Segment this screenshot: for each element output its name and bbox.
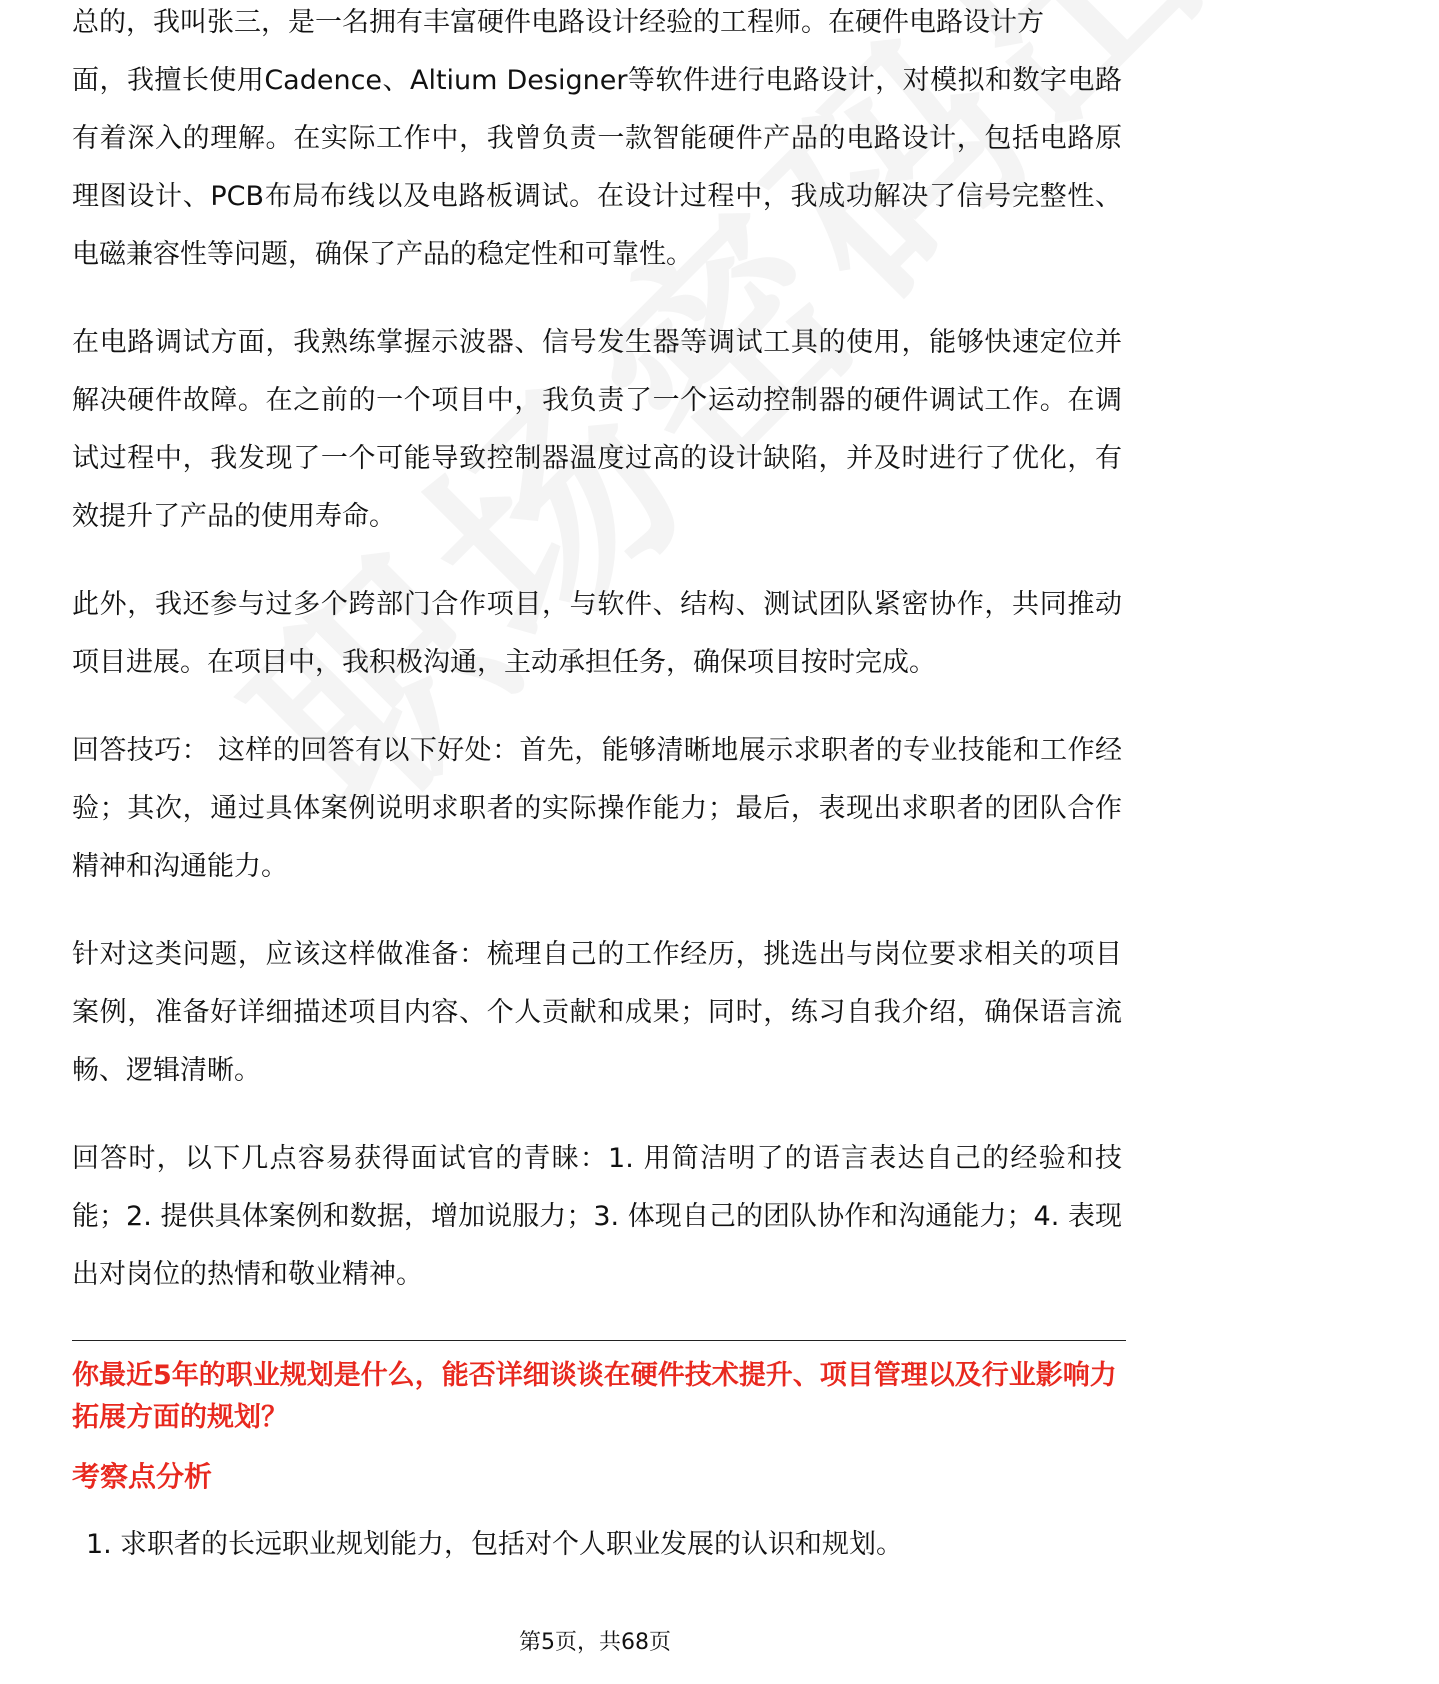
- list-item-text: 求职者的长远职业规划能力，包括对个人职业发展的认识和规划。: [120, 1529, 903, 1560]
- paragraph-4: 回答技巧： 这样的回答有以下好处：首先，能够清晰地展示求职者的专业技能和工作经验；其次，通过具体案例说明求职者的实际操作能力；最后，表现出求职者的团队合作精神和沟通能力。: [72, 735, 1122, 882]
- page-footer: 第5页，共68页: [519, 1630, 671, 1655]
- paragraph-5: 针对这类问题，应该这样做准备：梳理自己的工作经历，挑选出与岗位要求相关的项目案例，准备好详细描述项目内容、个人贡献和成果；同时，练习自我介绍，确保语言流畅、逻辑清晰。: [72, 939, 1122, 1086]
- list-item: [86, 1523, 1122, 1567]
- list-item-number: 1.: [86, 1529, 112, 1560]
- page-content: [72, 7, 1122, 1567]
- analysis-list: [72, 1523, 1122, 1567]
- divider: [72, 1340, 1126, 1341]
- truncated-text: 总的，我叫张三，是一名拥有丰富硬件电路设计经验的工程师。在硬件电路设计方: [72, 7, 1044, 38]
- paragraph-2: 在电路调试方面，我熟练掌握示波器、信号发生器等调试工具的使用，能够快速定位并解决硬件故障。在之前的一个项目中，我负责了一个运动控制器的硬件调试工作。在调试过程中，我发现了一个可能导致控制器温度过高的设计缺陷，并及时进行了优化，有效提升了产品的使用寿命。: [72, 327, 1122, 532]
- paragraph-1: 面，我擅长使用Cadence、Altium Designer等软件进行电路设计，对模拟和数字电路有着深入的理解。在实际工作中，我曾负责一款智能硬件产品的电路设计，包括电路原理图设计、PCB布局布线以及电路板调试。在设计过程中，我成功解决了信号完整性、电磁兼容性等问题，确保了产品的稳定性和可靠性。: [72, 65, 1122, 270]
- truncated-top-line: [72, 7, 1122, 52]
- section-title: 考察点分析: [72, 1460, 213, 1493]
- paragraph-3: 此外，我还参与过多个跨部门合作项目，与软件、结构、测试团队紧密协作，共同推动项目进展。在项目中，我积极沟通，主动承担任务，确保项目按时完成。: [72, 589, 1122, 678]
- question-heading: 你最近5年的职业规划是什么，能否详细谈谈在硬件技术提升、项目管理以及行业影响力拓展方面的规划？: [72, 1360, 1117, 1433]
- paragraph-6: 回答时，以下几点容易获得面试官的青睐：1. 用简洁明了的语言表达自己的经验和技能；2. 提供具体案例和数据，增加说服力；3. 体现自己的团队协作和沟通能力；4. 表现出对岗位的热情和敬业精神。: [72, 1143, 1122, 1290]
